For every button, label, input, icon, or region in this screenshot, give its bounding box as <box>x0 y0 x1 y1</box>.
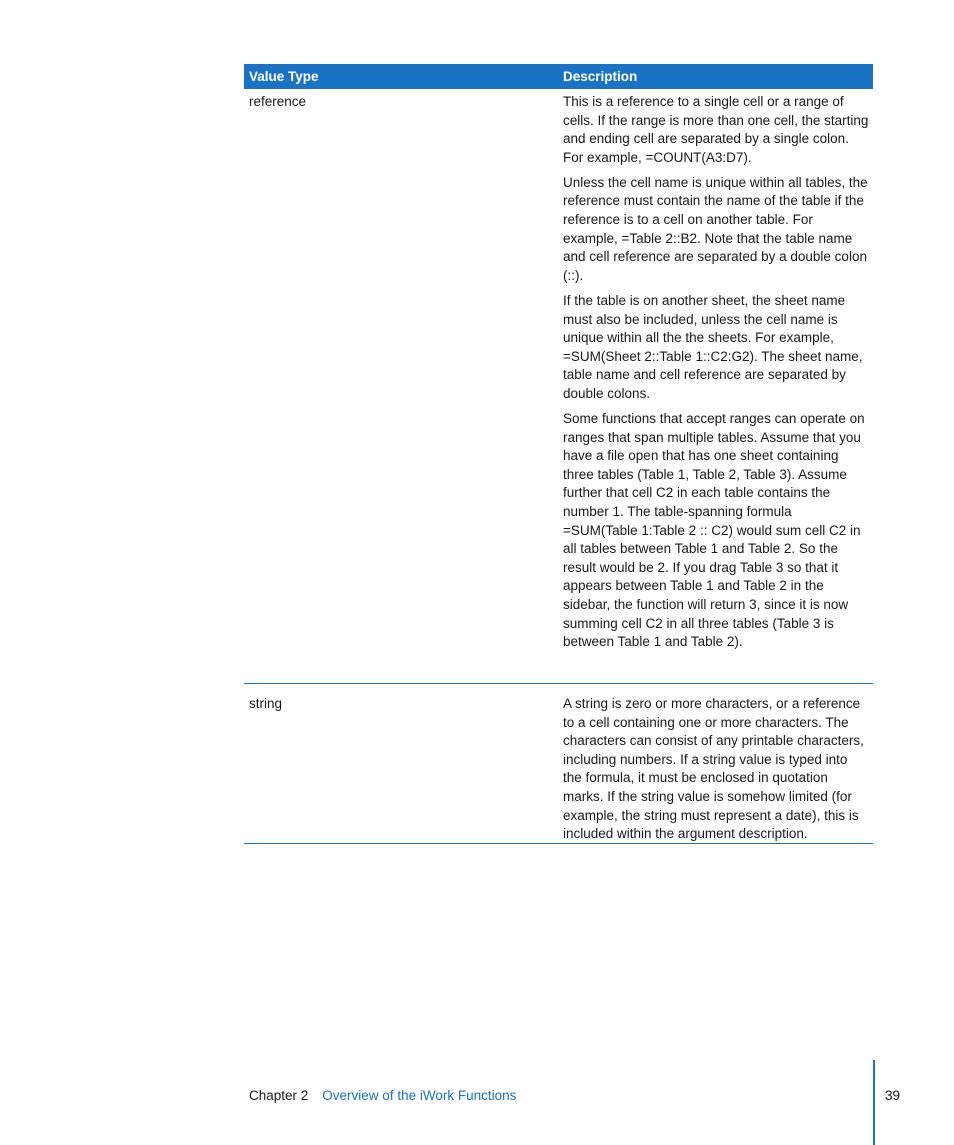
description-cell <box>558 695 873 843</box>
header-description: Description <box>563 69 638 84</box>
table-row <box>244 89 873 684</box>
table-row <box>244 684 873 844</box>
chapter-title-link[interactable]: Overview of the iWork Functions <box>322 1088 517 1103</box>
page-number: 39 <box>885 1088 901 1103</box>
description-paragraph: Unless the cell name is unique within all tables, the reference must contain the name of the table if the reference is to a cell on another table. For example, =Table 2::B2. Note that the table name and cell reference are separated by a double colon (::). <box>563 174 868 283</box>
value-type-table <box>244 64 873 844</box>
value-type-cell: reference <box>249 94 307 109</box>
description-paragraph: Some functions that accept ranges can operate on ranges that span multiple tables. Assume that you have a file open that has one sheet containing three tables (Table 1, Table 2, Table 3). Assume further that cell C2 in each table contains the number 1. The table-spanning formula =SUM(Table 1:Table 2 :: C2) would sum cell C2 in all tables between Table 1 and Table 2. So the result would be 2. If you drag Table 3 so that it appears between Table 1 and Table 2 in the sidebar, the function will return 3, since it is now summing cell C2 in all three tables (Table 3 is between Table 1 and Table 2). <box>563 411 865 650</box>
description-cell <box>558 93 873 683</box>
description-paragraph: This is a reference to a single cell or a range of cells. If the range is more than one cell, the starting and ending cell are separated by a single colon. For example, =COUNT(A3:D7). <box>563 94 869 165</box>
value-type-cell: string <box>249 696 283 711</box>
description-paragraph: If the table is on another sheet, the sheet name must also be included, unless the cell name is unique within all the the sheets. For example, =SUM(Sheet 2::Table 1::C2:G2). The sheet name, table name and cell reference are separated by double colons. <box>563 292 863 401</box>
description-paragraph: A string is zero or more characters, or a reference to a cell containing one or more characters. The characters can consist of any printable characters, including numbers. If a string value is typed into the formula, it must be enclosed in quotation marks. If the string value is somehow limited (for example, the string must represent a date), this is included within the argument description. <box>563 696 864 842</box>
chapter-label: Chapter 2 <box>249 1088 309 1103</box>
page-number-divider <box>873 1060 875 1145</box>
page-footer <box>249 1088 516 1103</box>
table-header <box>244 64 873 89</box>
header-value-type: Value Type <box>249 69 319 84</box>
